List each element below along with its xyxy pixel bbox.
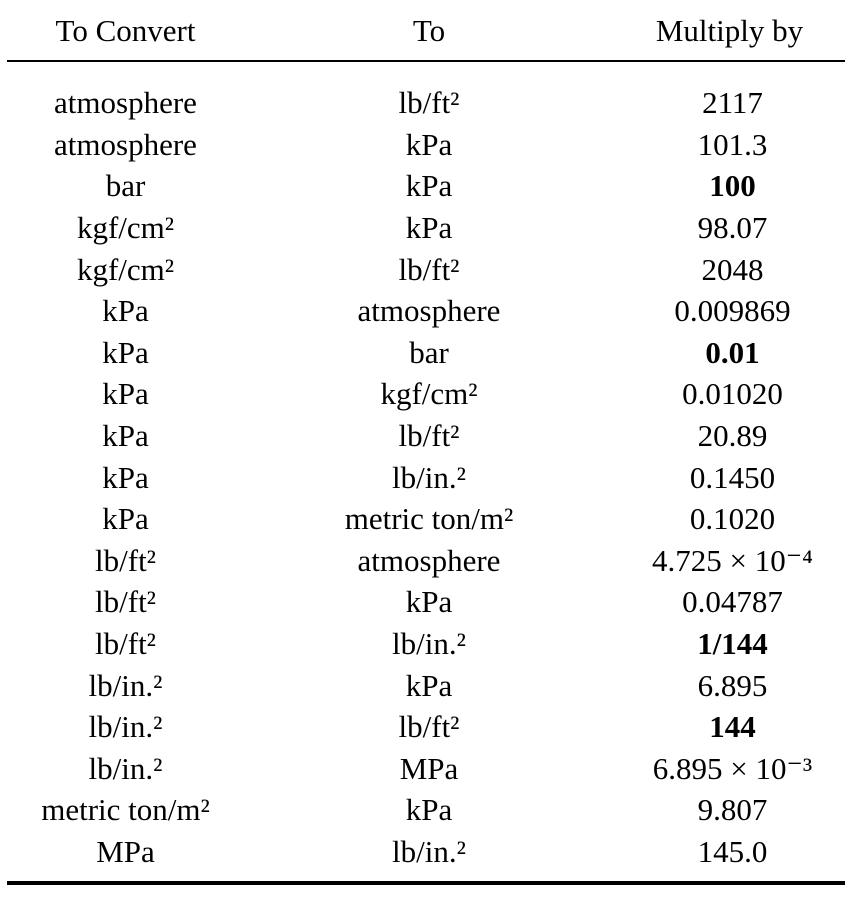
table-row [7,165,845,207]
cell-to: atmosphere [357,542,501,578]
cell-to: MPa [399,750,459,786]
cell-to: lb/in.² [392,626,466,662]
cell-to: lb/ft² [398,251,460,287]
cell-to: lb/ft² [398,418,460,454]
cell-to-convert: kPa [102,459,149,495]
table-body [7,61,845,872]
table-row [7,748,845,790]
cell-multiply-by: 20.89 [697,418,768,454]
cell-multiply-by: 0.009869 [674,293,791,329]
cell-multiply-by: 4.725 × 10⁻⁴ [652,542,813,578]
cell-to: kgf/cm² [380,376,478,412]
cell-to-convert: metric ton/m² [41,792,210,828]
table-row [7,207,845,249]
table-row [7,456,845,498]
table-row [7,581,845,623]
cell-to-convert: MPa [96,833,155,869]
cell-to-convert: atmosphere [54,85,197,121]
table-row [7,664,845,706]
header-row [7,0,845,61]
table-row [7,831,845,873]
cell-to-convert: lb/in.² [88,750,163,786]
table-row [7,498,845,540]
cell-multiply-by: 6.895 [697,667,768,703]
table-row [7,706,845,748]
cell-multiply-by: 145.0 [697,833,768,869]
cell-multiply-by: 144 [709,709,756,745]
cell-to: bar [409,334,449,370]
cell-to-convert: lb/in.² [88,667,163,703]
table-row [7,415,845,457]
table-row [7,332,845,374]
cell-to-convert: bar [105,168,146,204]
cell-multiply-by: 0.1020 [689,501,776,537]
cell-multiply-by: 0.01 [705,334,760,370]
cell-to: kPa [405,126,453,162]
table-row [7,373,845,415]
cell-to: metric ton/m² [344,501,514,537]
cell-to-convert: kPa [102,418,149,454]
cell-multiply-by: 101.3 [697,126,768,162]
cell-multiply-by: 100 [709,168,756,204]
table-row [7,124,845,166]
cell-to: atmosphere [357,293,501,329]
cell-to: kPa [405,584,453,620]
cell-multiply-by: 1/144 [697,626,768,662]
table-header [7,0,845,61]
cell-to-convert: kgf/cm² [76,251,175,287]
cell-multiply-by: 2048 [701,251,764,287]
cell-to: lb/ft² [398,709,460,745]
cell-multiply-by: 2117 [702,85,763,121]
cell-multiply-by: 0.01020 [682,376,783,412]
cell-to-convert: kgf/cm² [76,210,175,246]
table-bottom-rule [7,881,845,885]
cell-to-convert: kPa [102,376,149,412]
header-spacer [7,61,845,82]
table-row [7,248,845,290]
cell-to: kPa [405,210,453,246]
table-row [7,290,845,332]
cell-multiply-by: 9.807 [697,792,768,828]
cell-to: kPa [405,792,453,828]
cell-to: kPa [405,168,453,204]
cell-multiply-by: 0.04787 [682,584,783,620]
header-to-convert: To Convert [55,12,196,48]
table-row [7,540,845,582]
table-row [7,623,845,665]
conversion-table-container [7,0,845,872]
cell-to-convert: atmosphere [54,126,197,162]
cell-to-convert: kPa [102,293,149,329]
header-multiply-by: Multiply by [655,12,804,48]
cell-to-convert: kPa [102,501,149,537]
table-row [7,82,845,124]
cell-to: lb/in.² [392,833,466,869]
pressure-conversion-table [7,0,845,872]
cell-to-convert: lb/ft² [95,542,156,578]
cell-to-convert: lb/ft² [95,584,156,620]
cell-to: lb/ft² [398,85,460,121]
header-to: To [412,12,446,48]
cell-to-convert: lb/in.² [88,709,163,745]
cell-multiply-by: 98.07 [697,210,768,246]
cell-multiply-by: 0.1450 [689,459,776,495]
table-row [7,789,845,831]
cell-to-convert: lb/ft² [95,626,156,662]
cell-multiply-by: 6.895 × 10⁻³ [652,750,813,786]
cell-to: lb/in.² [392,459,466,495]
cell-to-convert: kPa [102,334,149,370]
cell-to: kPa [405,667,453,703]
